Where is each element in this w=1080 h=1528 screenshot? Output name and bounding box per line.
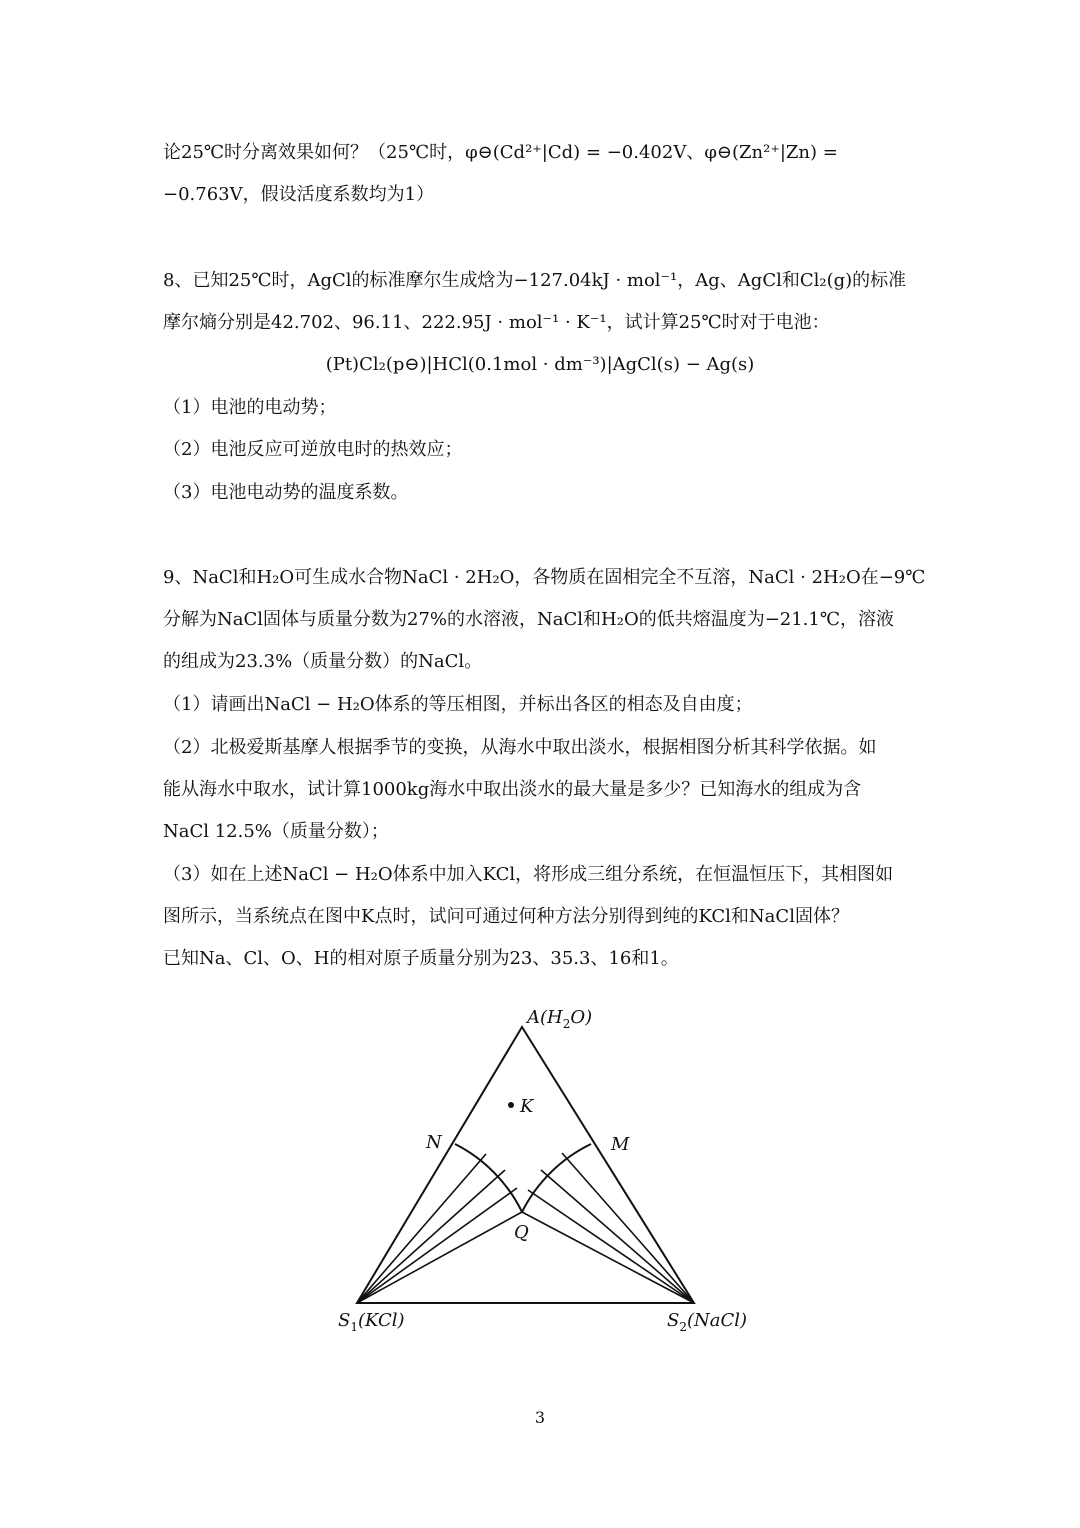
point-label-n: N xyxy=(426,1132,442,1153)
nacl-tie-line-2 xyxy=(541,1170,694,1303)
q9-item-2-line-3: NaCl 12.5%（质量分数）； xyxy=(163,821,389,842)
q8-line-1: 8、已知25℃时，AgCl的标准摩尔生成焓为−127.04kJ · mol⁻¹，Ag、AgCl和Cl₂(g)的标准 xyxy=(163,270,907,291)
q8-item-1: （1）电池的电动势； xyxy=(163,397,337,418)
nacl-tie-line-1 xyxy=(562,1153,694,1303)
q9-line-3: 的组成为23.3%（质量分数）的NaCl。 xyxy=(163,651,483,672)
point-label-m: M xyxy=(611,1134,630,1155)
page-number: 3 xyxy=(534,1408,546,1427)
q9-item-2-line-1: （2）北极爱斯基摩人根据季节的变换，从海水中取出淡水，根据相图分析其科学依据。如 xyxy=(163,737,877,758)
q7-tail-line-1: 论25℃时分离效果如何？（25℃时，φ⊖(Cd²⁺|Cd) = −0.402V、φ⊖(Zn²⁺|Zn) = xyxy=(163,142,838,163)
vertex-label-s2: $S_2(NaCl)$ xyxy=(667,1310,748,1334)
q9-atomic-mass-line: 已知Na、Cl、O、H的相对原子质量分别为23、35.3、16和1。 xyxy=(163,948,679,969)
q8-line-2: 摩尔熵分别是42.702、96.11、222.95J · mol⁻¹ · K⁻¹，试计算25℃时对于电池： xyxy=(163,312,830,333)
q9-item-1: （1）请画出NaCl − H₂O体系的等压相图，并标出各区的相态及自由度； xyxy=(163,694,753,715)
q9-item-3-line-2: 图所示，当系统点在图中K点时，试问可通过何种方法分别得到纯的KCl和NaCl固体？ xyxy=(163,906,849,927)
nacl-tie-line-q xyxy=(522,1212,694,1303)
kcl-tie-line-1 xyxy=(357,1154,486,1303)
vertex-label-a: $A(H_2O)$ xyxy=(527,1007,593,1031)
q9-line-1: 9、NaCl和H₂O可生成水合物NaCl · 2H₂O，各物质在固相完全不互溶，NaCl · 2H₂O在−9℃ xyxy=(163,567,926,588)
q8-cell-formula: (Pt)Cl₂(p⊖)|HCl(0.1mol · dm⁻³)|AgCl(s) − Ag(s) xyxy=(325,354,755,375)
q9-item-2-line-2: 能从海水中取水，试计算1000kg海水中取出淡水的最大量是多少？已知海水的组成为含 xyxy=(163,779,862,800)
vertex-label-s1: $S_1(KCl)$ xyxy=(338,1310,405,1334)
q9-line-2: 分解为NaCl固体与质量分数为27%的水溶液，NaCl和H₂O的低共熔温度为−21.1℃，溶液 xyxy=(163,609,894,630)
nacl-saturation-curve xyxy=(522,1144,591,1212)
kcl-tie-line-2 xyxy=(357,1170,505,1303)
point-label-k: K xyxy=(520,1096,534,1117)
q7-tail-line-2: −0.763V，假设活度系数均为1） xyxy=(163,184,435,205)
q8-item-3: （3）电池电动势的温度系数。 xyxy=(163,482,409,503)
q8-item-2: （2）电池反应可逆放电时的热效应； xyxy=(163,439,463,460)
point-label-q: Q xyxy=(514,1222,529,1243)
ternary-triangle xyxy=(357,1027,694,1303)
kcl-tie-line-3 xyxy=(357,1188,517,1303)
nacl-tie-line-3 xyxy=(528,1190,694,1303)
point-k-marker xyxy=(508,1102,514,1108)
q9-item-3-line-1: （3）如在上述NaCl − H₂O体系中加入KCl，将形成三组分系统，在恒温恒压下，其相图如 xyxy=(163,864,894,885)
kcl-tie-line-q xyxy=(357,1212,522,1303)
